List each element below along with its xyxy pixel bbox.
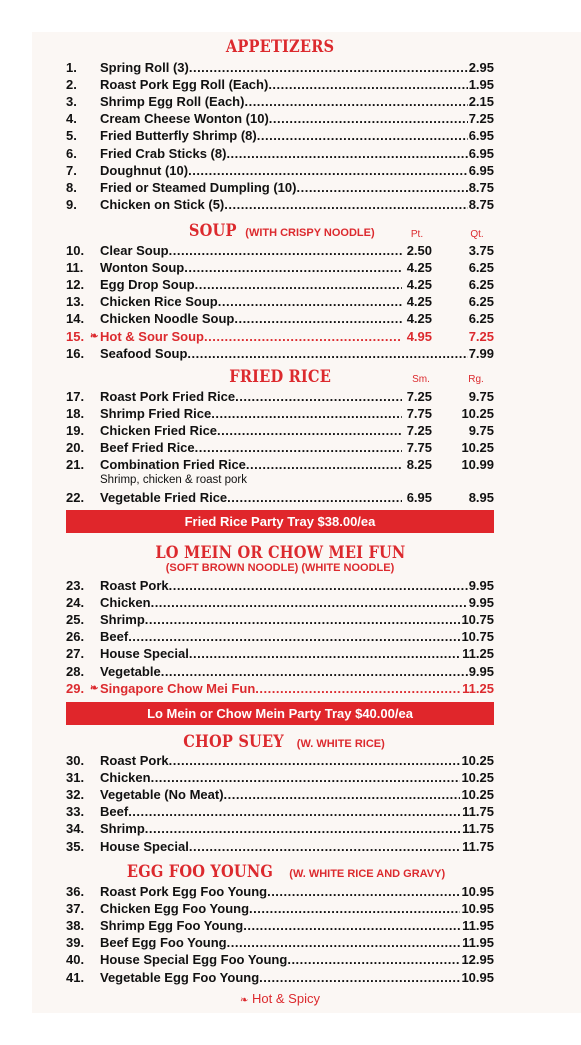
item-number: 40. [66,952,85,968]
item-name: Fried Crab Sticks (8) ..... [100,145,494,162]
menu-item-row [66,345,494,362]
chili-pepper-icon: ❧ [90,682,99,694]
item-name: Beef Egg Foo Young ..... [100,934,494,951]
item-price-large: 6.25 [468,294,494,310]
small-column-header: Sm. [412,374,430,385]
item-price: 11.75 [462,838,494,854]
item-price-large: 8.95 [468,489,494,505]
hot-spicy-legend [66,991,494,1006]
menu-item-row [66,969,494,986]
item-price: 11.25 [462,646,494,662]
item-number: 31. [66,770,85,786]
item-name: Roast Pork ..... [100,752,494,769]
item-name: Egg Drop Soup ..... [100,276,402,293]
menu-item-row [66,900,494,917]
item-price-small: 4.25 [402,310,432,327]
pint-column-header: Pt. [410,229,424,240]
item-price: 10.75 [461,629,494,645]
section-subtitle: (SOFT BROWN NOODLE) (WHITE NOODLE) [165,562,395,574]
item-price: 10.95 [461,884,494,899]
item-price-large: 10.25 [461,440,494,456]
item-price: 10.25 [461,770,494,786]
chili-pepper-icon: ❧ [240,995,249,1006]
item-price-large: 3.75 [468,243,494,258]
item-price-large: 10.25 [461,406,494,422]
item-price: 9.95 [468,663,494,679]
menu-item-row [66,310,494,327]
item-number: 15. [66,328,85,344]
item-name: Chicken Egg Foo Young ..... [100,900,494,917]
menu-item-row [66,405,494,422]
menu-item-row [66,769,494,786]
item-name: Vegetable (No Meat) ..... [100,786,494,803]
item-name: Doughnut (10) ..... [100,162,494,179]
item-price: 10.75 [461,612,494,628]
item-name: Roast Pork ..... [100,577,494,594]
menu-item-row [66,838,494,855]
item-price: 8.75 [468,196,494,212]
item-number: 10. [66,243,85,258]
item-price: 12.95 [461,952,494,968]
menu-item-row [66,489,494,506]
chop-suey-header [66,732,494,752]
item-number: 19. [66,423,85,439]
item-number: 26. [66,629,85,645]
item-number: 38. [66,918,85,934]
item-name: Hot & Sour Soup ..... [100,328,402,345]
menu-item-row [66,456,494,473]
item-price-small: 7.75 [402,439,432,456]
item-name: House Special ..... [100,645,494,662]
menu-item-row [66,611,494,628]
section-subtitle: (W. WHITE RICE AND GRAVY) [289,868,446,880]
regular-column-header: Rg. [468,374,484,385]
item-number: 13. [66,294,85,310]
section-title: SOUP [189,221,237,241]
item-name: Vegetable ..... [100,663,494,680]
item-name: Roast Pork Egg Roll (Each) ..... [100,76,494,93]
item-name: Beef ..... [100,628,494,645]
item-name: Beef ..... [100,803,494,820]
menu-item-row [66,628,494,645]
item-price-small: 2.50 [402,242,432,259]
item-price: 2.95 [468,60,494,75]
menu-item-row [66,594,494,611]
item-price: 9.95 [468,595,494,611]
item-price: 7.99 [468,345,494,361]
menu-item-row [66,293,494,310]
item-number: 21. [66,457,85,473]
item-price: 9.95 [468,578,494,593]
item-name: House Special Egg Foo Young ..... [100,951,494,968]
item-name: Fried Butterfly Shrimp (8) ..... [100,127,494,144]
item-name: Shrimp Egg Roll (Each) ..... [100,93,494,110]
menu-item-row [66,328,494,345]
item-price-small: 4.25 [402,259,432,276]
item-name: Chicken Noodle Soup ..... [100,310,402,327]
item-number: 3. [66,94,77,110]
item-number: 34. [66,821,85,837]
item-price: 10.95 [461,901,494,917]
item-number: 6. [66,145,77,161]
section-subtitle: (W. WHITE RICE) [296,738,385,750]
item-price-small: 8.25 [402,456,432,473]
item-number: 18. [66,406,85,422]
item-number: 11. [66,260,84,276]
item-price: 8.75 [468,179,494,195]
item-price-large: 6.25 [468,311,494,327]
menu-item-row [66,680,494,697]
item-price: 10.25 [461,753,494,768]
item-name: Chicken ..... [100,594,494,611]
item-name: Cream Cheese Wonton (10) ..... [100,110,494,127]
section-title: CHOP SUEY [183,732,285,752]
lo-mein-header [66,543,494,563]
item-name: Clear Soup ..... [100,242,402,259]
menu-item-row [66,110,494,127]
item-name: Chicken ..... [100,769,494,786]
item-price-small: 4.25 [402,293,432,310]
section-title: EGG FOO YOUNG [126,862,273,882]
item-name: Roast Pork Fried Rice ..... [100,388,402,405]
item-price-small: 7.75 [402,405,432,422]
item-name: Singapore Chow Mei Fun ..... [100,680,494,697]
item-name: Vegetable Egg Foo Young ..... [100,969,494,986]
menu-item-row [66,917,494,934]
lo-mein-party-tray-banner: Lo Mein or Chow Mein Party Tray $40.00/ea [66,702,494,725]
egg-foo-young-header [66,862,494,882]
item-name: Vegetable Fried Rice ..... [100,489,402,506]
item-number: 30. [66,753,85,768]
menu-item-row [66,645,494,662]
item-number: 9. [66,196,77,212]
item-number: 33. [66,804,85,820]
section-subtitle: (WITH CRISPY NOODLE) [245,227,375,239]
item-number: 35. [66,838,85,854]
item-price-small: 7.25 [402,422,432,439]
item-number: 37. [66,901,85,917]
item-price: 11.25 [462,680,494,696]
item-name: Shrimp ..... [100,611,494,628]
menu-item-row [66,93,494,110]
item-price-large: 7.25 [468,328,494,344]
item-number: 27. [66,646,85,662]
item-number: 12. [66,277,85,293]
menu-item-row [66,196,494,213]
item-number: 16. [66,345,85,361]
item-price-large: 6.25 [468,260,494,276]
item-name: Shrimp Fried Rice ..... [100,405,402,422]
quart-column-header: Qt. [470,229,484,240]
item-number: 4. [66,111,77,127]
item-name: Wonton Soup ..... [100,259,402,276]
item-number: 8. [66,179,77,195]
item-price-large: 9.75 [468,423,494,439]
item-price: 11.75 [462,804,494,820]
item-number: 14. [66,311,85,327]
item-price-large: 6.25 [468,277,494,293]
item-price-small: 7.25 [402,388,432,405]
menu-item-row [66,422,494,439]
item-number: 25. [66,612,85,628]
item-number: 5. [66,128,77,144]
item-name: Roast Pork Egg Foo Young ..... [100,883,494,900]
item-name: Shrimp Egg Foo Young ..... [100,917,494,934]
item-number: 41. [66,969,85,985]
item-number: 39. [66,935,85,951]
item-name: Spring Roll (3) ..... [100,59,494,76]
item-price: 11.95 [462,935,494,951]
menu-item-row [66,179,494,196]
menu-item-row [66,76,494,93]
item-price: 6.95 [468,128,494,144]
menu-item-row [66,752,494,769]
menu-item-row [66,951,494,968]
legend-label: Hot & Spicy [252,991,320,1006]
item-price: 6.95 [468,145,494,161]
item-name: House Special ..... [100,838,494,855]
item-price: 10.25 [461,787,494,803]
item-number: 24. [66,595,85,611]
item-number: 17. [66,389,85,404]
menu-item-row [66,439,494,456]
menu-item-row [66,803,494,820]
item-number: 32. [66,787,85,803]
chili-pepper-icon: ❧ [90,330,99,342]
item-name: Chicken Fried Rice ..... [100,422,402,439]
menu-item-row [66,162,494,179]
item-price: 11.75 [462,821,494,837]
item-name: Combination Fried Rice ..... [100,456,402,473]
menu-item-row [66,820,494,837]
item-price-large: 9.75 [468,389,494,404]
item-name: Chicken Rice Soup ..... [100,293,402,310]
menu-item-row [66,59,494,76]
item-number: 23. [66,578,85,593]
item-number: 29. [66,680,85,696]
item-price: 10.95 [461,969,494,985]
item-number: 36. [66,884,85,899]
item-number: 7. [66,162,77,178]
item-price: 11.95 [462,918,494,934]
item-price: 2.15 [468,94,494,110]
item-price: 6.95 [468,162,494,178]
menu-item-row [66,663,494,680]
item-price: 1.95 [468,77,494,93]
menu-item-row [66,276,494,293]
item-price-large: 10.99 [461,457,494,473]
menu-item-row [66,145,494,162]
menu-item-row [66,388,494,405]
menu-item-row [66,127,494,144]
appetizers-header [66,37,494,57]
menu-item-row [66,242,494,259]
item-number: 22. [66,489,85,505]
item-name: Shrimp ..... [100,820,494,837]
menu-item-row [66,577,494,594]
item-price-small: 4.25 [402,276,432,293]
menu-item-row [66,934,494,951]
item-name: Seafood Soup ..... [100,345,494,362]
item-price-small: 6.95 [402,489,432,506]
section-title: LO MEIN OR CHOW MEI FUN [154,543,406,563]
section-title: FRIED RICE [229,367,331,387]
menu-item-row [66,786,494,803]
item-number: 1. [66,60,77,75]
section-title: APPETIZERS [225,37,335,57]
item-number: 20. [66,440,85,456]
item-name: Fried or Steamed Dumpling (10) ..... [100,179,494,196]
item-name: Chicken on Stick (5) ..... [100,196,494,213]
item-price: 7.25 [468,111,494,127]
item-name: Beef Fried Rice ..... [100,439,402,456]
item-number: 28. [66,663,85,679]
item-number: 2. [66,77,77,93]
menu-item-row [66,883,494,900]
fried-rice-party-tray-banner: Fried Rice Party Tray $38.00/ea [66,510,494,533]
menu-item-row [66,259,494,276]
combination-note: Shrimp, chicken & roast pork [100,474,248,486]
item-price-small: 4.95 [402,328,432,345]
